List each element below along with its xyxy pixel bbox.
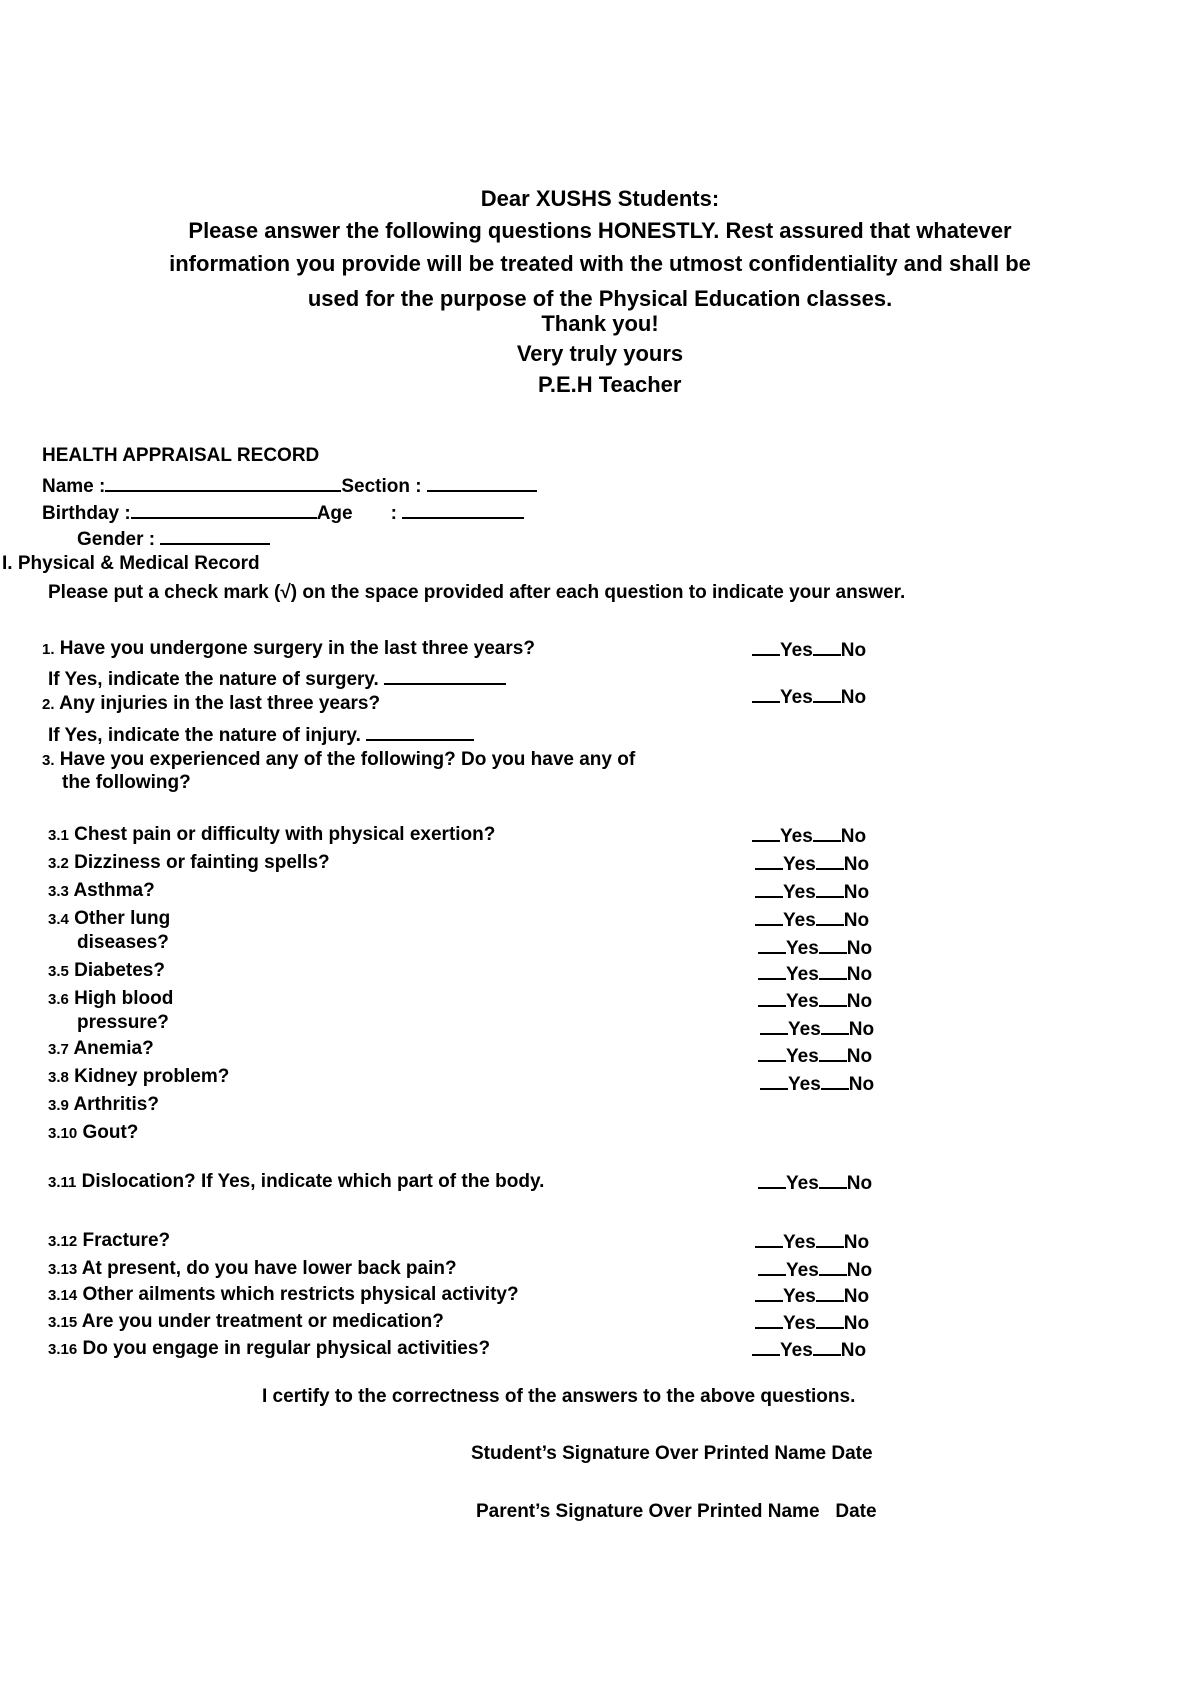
answer-q3-8: Yes No: [760, 1017, 874, 1041]
yes-checkbox[interactable]: [760, 1072, 788, 1090]
question-text: Any injuries in the last three years?: [59, 693, 381, 714]
question-3-14: 3.14 Other ailments which restricts physical activity?: [48, 1284, 519, 1305]
question-3-9: 3.9 Arthritis?: [48, 1094, 159, 1115]
no-checkbox[interactable]: [819, 1044, 847, 1062]
letter-line-1: Please answer the following questions HONESTLY. Rest assured that whatever: [188, 218, 1012, 243]
no-checkbox[interactable]: [816, 880, 844, 898]
no-checkbox[interactable]: [819, 1171, 847, 1189]
question-2: [42, 693, 380, 715]
question-3-2: 3.2 Dizziness or fainting spells?: [48, 852, 330, 873]
part1-instruction: Please put a check mark (√) on the space provided after each question to indicate your answer.: [48, 582, 906, 603]
no-checkbox[interactable]: [813, 638, 841, 656]
answer-q3-6: Yes No: [758, 962, 872, 986]
yes-checkbox[interactable]: [758, 936, 786, 954]
no-checkbox[interactable]: [816, 852, 844, 870]
student-signature-line: Student’s Signature Over Printed Name Date: [471, 1443, 873, 1464]
age-colon: :: [390, 503, 397, 524]
yes-checkbox[interactable]: [755, 1284, 783, 1302]
question-3-1: 3.1 Chest pain or difficulty with physical exertion?: [48, 824, 496, 845]
parent-signature-line: Parent’s Signature Over Printed Name Date: [476, 1501, 877, 1522]
no-checkbox[interactable]: [819, 989, 847, 1007]
no-checkbox[interactable]: [821, 1072, 849, 1090]
yes-checkbox[interactable]: [758, 1258, 786, 1276]
yes-checkbox[interactable]: [760, 1017, 788, 1035]
question-3-12: 3.12 Fracture?: [48, 1230, 171, 1251]
part1-heading: I. Physical & Medical Record: [2, 553, 260, 574]
surgery-nature-field[interactable]: [384, 665, 506, 685]
q1-followup: If Yes, indicate the nature of surgery.: [48, 665, 506, 691]
letter-line-3: used for the purpose of the Physical Education classes.: [307, 286, 893, 311]
no-checkbox[interactable]: [813, 685, 841, 703]
yes-checkbox[interactable]: [755, 852, 783, 870]
question-3-15: 3.15 Are you under treatment or medication?: [48, 1311, 444, 1332]
no-checkbox[interactable]: [816, 1311, 844, 1329]
answer-q3-14: Yes No: [755, 1284, 869, 1308]
question-3-13: 3.13 At present, do you have lower back pain?: [48, 1258, 457, 1279]
thank-you: Thank you!: [541, 311, 659, 336]
yes-checkbox[interactable]: [755, 1230, 783, 1248]
question-3-5: 3.5 Diabetes?: [48, 960, 165, 981]
answer-q3-7: Yes No: [758, 989, 872, 1013]
name-field[interactable]: [105, 472, 341, 492]
name-label: Name :: [42, 476, 106, 497]
answer-q3-11: Yes No: [758, 1171, 872, 1195]
age-field[interactable]: [402, 499, 524, 519]
no-checkbox[interactable]: [821, 1017, 849, 1035]
letter-line-2: information you provide will be treated with the utmost confidentiality and shall be: [169, 251, 1031, 276]
yes-checkbox[interactable]: [752, 685, 780, 703]
birthday-row: [42, 499, 524, 525]
question-text: Have you undergone surgery in the last three years?: [59, 638, 535, 659]
question-3-11: 3.11 Dislocation? If Yes, indicate which part of the body.: [48, 1171, 545, 1192]
answer-q3-5: Yes No: [758, 936, 872, 960]
salutation: Dear XUSHS Students:: [480, 186, 720, 211]
yes-checkbox[interactable]: [758, 962, 786, 980]
yes-checkbox[interactable]: [758, 989, 786, 1007]
no-checkbox[interactable]: [816, 1284, 844, 1302]
question-3-8: 3.8 Kidney problem?: [48, 1066, 230, 1087]
question-3-4-line-2: diseases?: [77, 932, 169, 953]
no-checkbox[interactable]: [813, 1338, 841, 1356]
answer-q3-4: Yes No: [755, 908, 869, 932]
question-3-7: 3.7 Anemia?: [48, 1038, 154, 1059]
answer-q3-3: Yes No: [755, 880, 869, 904]
yes-checkbox[interactable]: [752, 1338, 780, 1356]
yes-checkbox[interactable]: [752, 638, 780, 656]
answer-q3-1: Yes No: [752, 824, 866, 848]
question-text: Have you experienced any of the following? Do you have any of: [59, 749, 636, 770]
answer-q3-15: Yes No: [755, 1311, 869, 1335]
question-number: 2.: [42, 696, 55, 713]
section-label: Section :: [341, 476, 422, 497]
gender-label: Gender :: [77, 529, 156, 550]
question-3: [42, 749, 635, 771]
yes-checkbox[interactable]: [755, 1311, 783, 1329]
no-checkbox[interactable]: [816, 908, 844, 926]
answer-q2: Yes No: [752, 685, 866, 709]
answer-q3-10: Yes No: [760, 1072, 874, 1096]
birthday-label: Birthday :: [42, 503, 131, 524]
question-3-6: 3.6 High blood: [48, 988, 174, 1009]
age-label: Age: [316, 503, 353, 524]
gender-row: [77, 525, 270, 551]
yes-checkbox[interactable]: [758, 1171, 786, 1189]
answer-q3-2: Yes No: [755, 852, 869, 876]
name-row: [42, 472, 537, 498]
yes-checkbox[interactable]: [755, 880, 783, 898]
question-3-10: 3.10 Gout?: [48, 1122, 139, 1143]
no-checkbox[interactable]: [819, 936, 847, 954]
question-3-16: 3.16 Do you engage in regular physical activities?: [48, 1338, 491, 1359]
no-checkbox[interactable]: [819, 962, 847, 980]
birthday-field[interactable]: [131, 499, 317, 519]
no-checkbox[interactable]: [813, 824, 841, 842]
answer-q3-9: Yes No: [758, 1044, 872, 1068]
yes-checkbox[interactable]: [758, 1044, 786, 1062]
no-checkbox[interactable]: [816, 1230, 844, 1248]
record-title: HEALTH APPRAISAL RECORD: [42, 445, 320, 466]
yes-checkbox[interactable]: [755, 908, 783, 926]
answer-q1: Yes No: [752, 638, 866, 662]
gender-field[interactable]: [160, 525, 270, 545]
question-number: 1.: [42, 641, 55, 658]
question-3-3: 3.3 Asthma?: [48, 880, 155, 901]
question-number: 3.: [42, 752, 55, 769]
yes-checkbox[interactable]: [752, 824, 780, 842]
signer: P.E.H Teacher: [538, 372, 682, 397]
answer-q3-12: Yes No: [755, 1230, 869, 1254]
closing: Very truly yours: [516, 341, 684, 366]
answer-q3-16: Yes No: [752, 1338, 866, 1362]
injury-nature-field[interactable]: [366, 721, 474, 741]
section-field[interactable]: [427, 472, 537, 492]
question-3-6-line-2: pressure?: [77, 1012, 169, 1033]
certification: I certify to the correctness of the answers to the above questions.: [262, 1386, 856, 1407]
question-3-line-2: the following?: [62, 772, 191, 793]
question-1: [42, 638, 535, 660]
question-3-4: 3.4 Other lung: [48, 908, 171, 929]
answer-q3-13: Yes No: [758, 1258, 872, 1282]
no-checkbox[interactable]: [819, 1258, 847, 1276]
q2-followup: If Yes, indicate the nature of injury.: [48, 721, 474, 747]
